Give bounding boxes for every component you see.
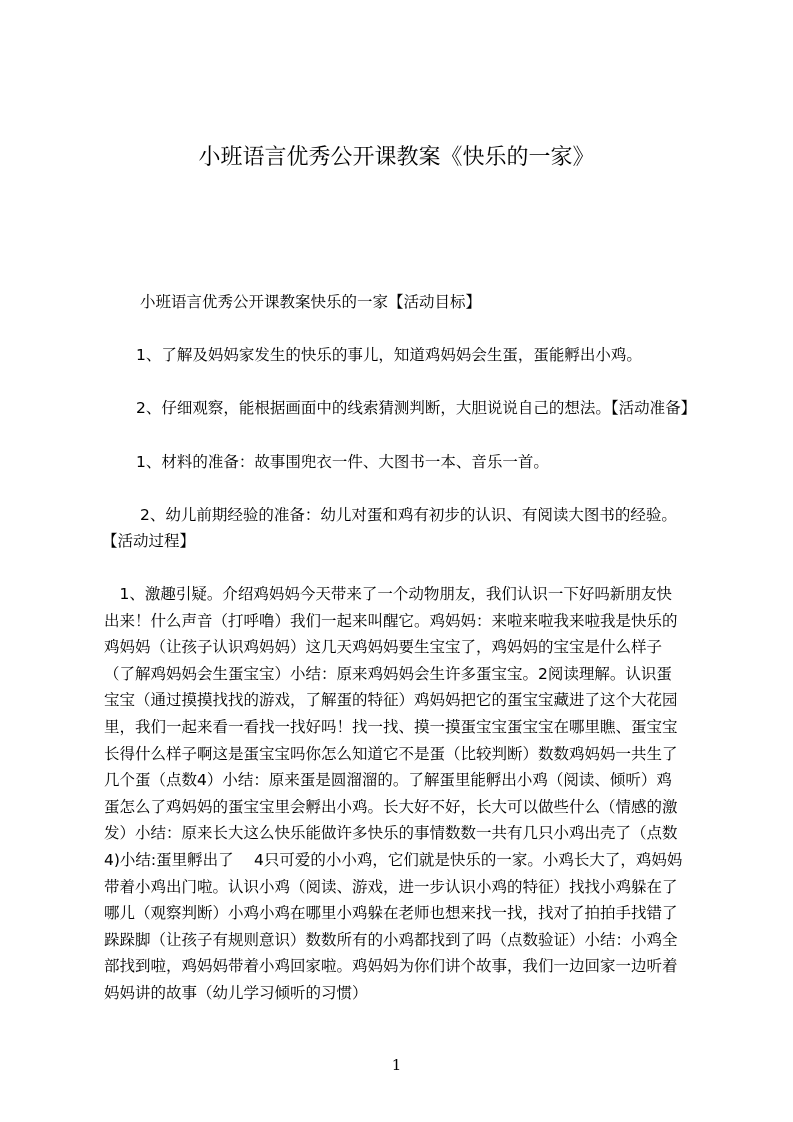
body-line: 4)小结:蛋里孵出了 4只可爱的小小鸡，它们就是快乐的一家。小鸡长大了，鸡妈妈: [104, 850, 683, 869]
paragraph-activity-process-heading: 【活动过程】: [102, 532, 196, 550]
paragraph-preparation-2: 2、幼儿前期经验的准备：幼儿对蛋和鸡有初步的认识、有阅读大图书的经验。: [140, 506, 677, 524]
paragraph-activity-goals-heading: 小班语言优秀公开课教案快乐的一家【活动目标】: [140, 293, 482, 311]
body-line: 出来！什么声音（打呼噜）我们一起来叫醒它。鸡妈妈：来啦来啦我来啦我是快乐的: [104, 611, 678, 630]
body-line: 发）小结：原来长大这么快乐能做许多快乐的事情数数一共有几只小鸡出壳了（点数: [104, 824, 678, 843]
body-line: 部找到啦，鸡妈妈带着小鸡回家啦。鸡妈妈为你们讲个故事，我们一边回家一边听着: [104, 957, 678, 976]
body-line: （了解鸡妈妈会生蛋宝宝）小结：原来鸡妈妈会生许多蛋宝宝。2阅读理解。认识蛋: [104, 664, 672, 683]
body-line: 妈妈讲的故事（幼儿学习倾听的习惯）: [104, 983, 368, 1002]
body-line: 长得什么样子啊这是蛋宝宝吗你怎么知道它不是蛋（比较判断）数数鸡妈妈一共生了: [104, 744, 678, 763]
body-line: 里，我们一起来看一看找一找好吗！找一找、摸一摸蛋宝宝蛋宝宝在哪里瞧、蛋宝宝: [104, 717, 678, 736]
document-title: 小班语言优秀公开课教案《快乐的一家》: [198, 145, 595, 170]
body-line: 蛋怎么了鸡妈妈的蛋宝宝里会孵出小鸡。长大好不好，长大可以做些什么（情感的激: [104, 797, 678, 816]
activity-process-body: [104, 581, 704, 1007]
page-number: 1: [391, 1056, 402, 1074]
body-line: 跺跺脚（让孩子有规则意识）数数所有的小鸡都找到了吗（点数验证）小结：小鸡全: [104, 930, 678, 949]
body-line: 哪儿（观察判断）小鸡小鸡在哪里小鸡躲在老师也想来找一找，找对了拍拍手找错了: [104, 904, 678, 923]
body-line: 鸡妈妈（让孩子认识鸡妈妈）这几天鸡妈妈要生宝宝了，鸡妈妈的宝宝是什么样子: [104, 638, 663, 657]
body-line: 几个蛋（点数4）小结：原来蛋是圆溜溜的。了解蛋里能孵出小鸡（阅读、倾听）鸡: [104, 771, 672, 790]
paragraph-goal-2: 2、仔细观察，能根据画面中的线索猜测判断，大胆说说自己的想法。【活动准备】: [136, 399, 697, 417]
paragraph-preparation-1: 1、材料的准备：故事围兜衣一件、大图书一本、音乐一首。: [136, 453, 549, 471]
body-line: 1、激趣引疑。介绍鸡妈妈今天带来了一个动物朋友，我们认识一下好吗新朋友快: [104, 585, 672, 603]
body-line: 带着小鸡出门啦。认识小鸡（阅读、游戏，进一步认识小鸡的特征）找找小鸡躲在了: [104, 877, 678, 896]
paragraph-goal-1: 1、了解及妈妈家发生的快乐的事儿，知道鸡妈妈会生蛋，蛋能孵出小鸡。: [136, 346, 642, 364]
body-line: 宝宝（通过摸摸找找的游戏，了解蛋的特征）鸡妈妈把它的蛋宝宝藏进了这个大花园: [104, 691, 678, 710]
